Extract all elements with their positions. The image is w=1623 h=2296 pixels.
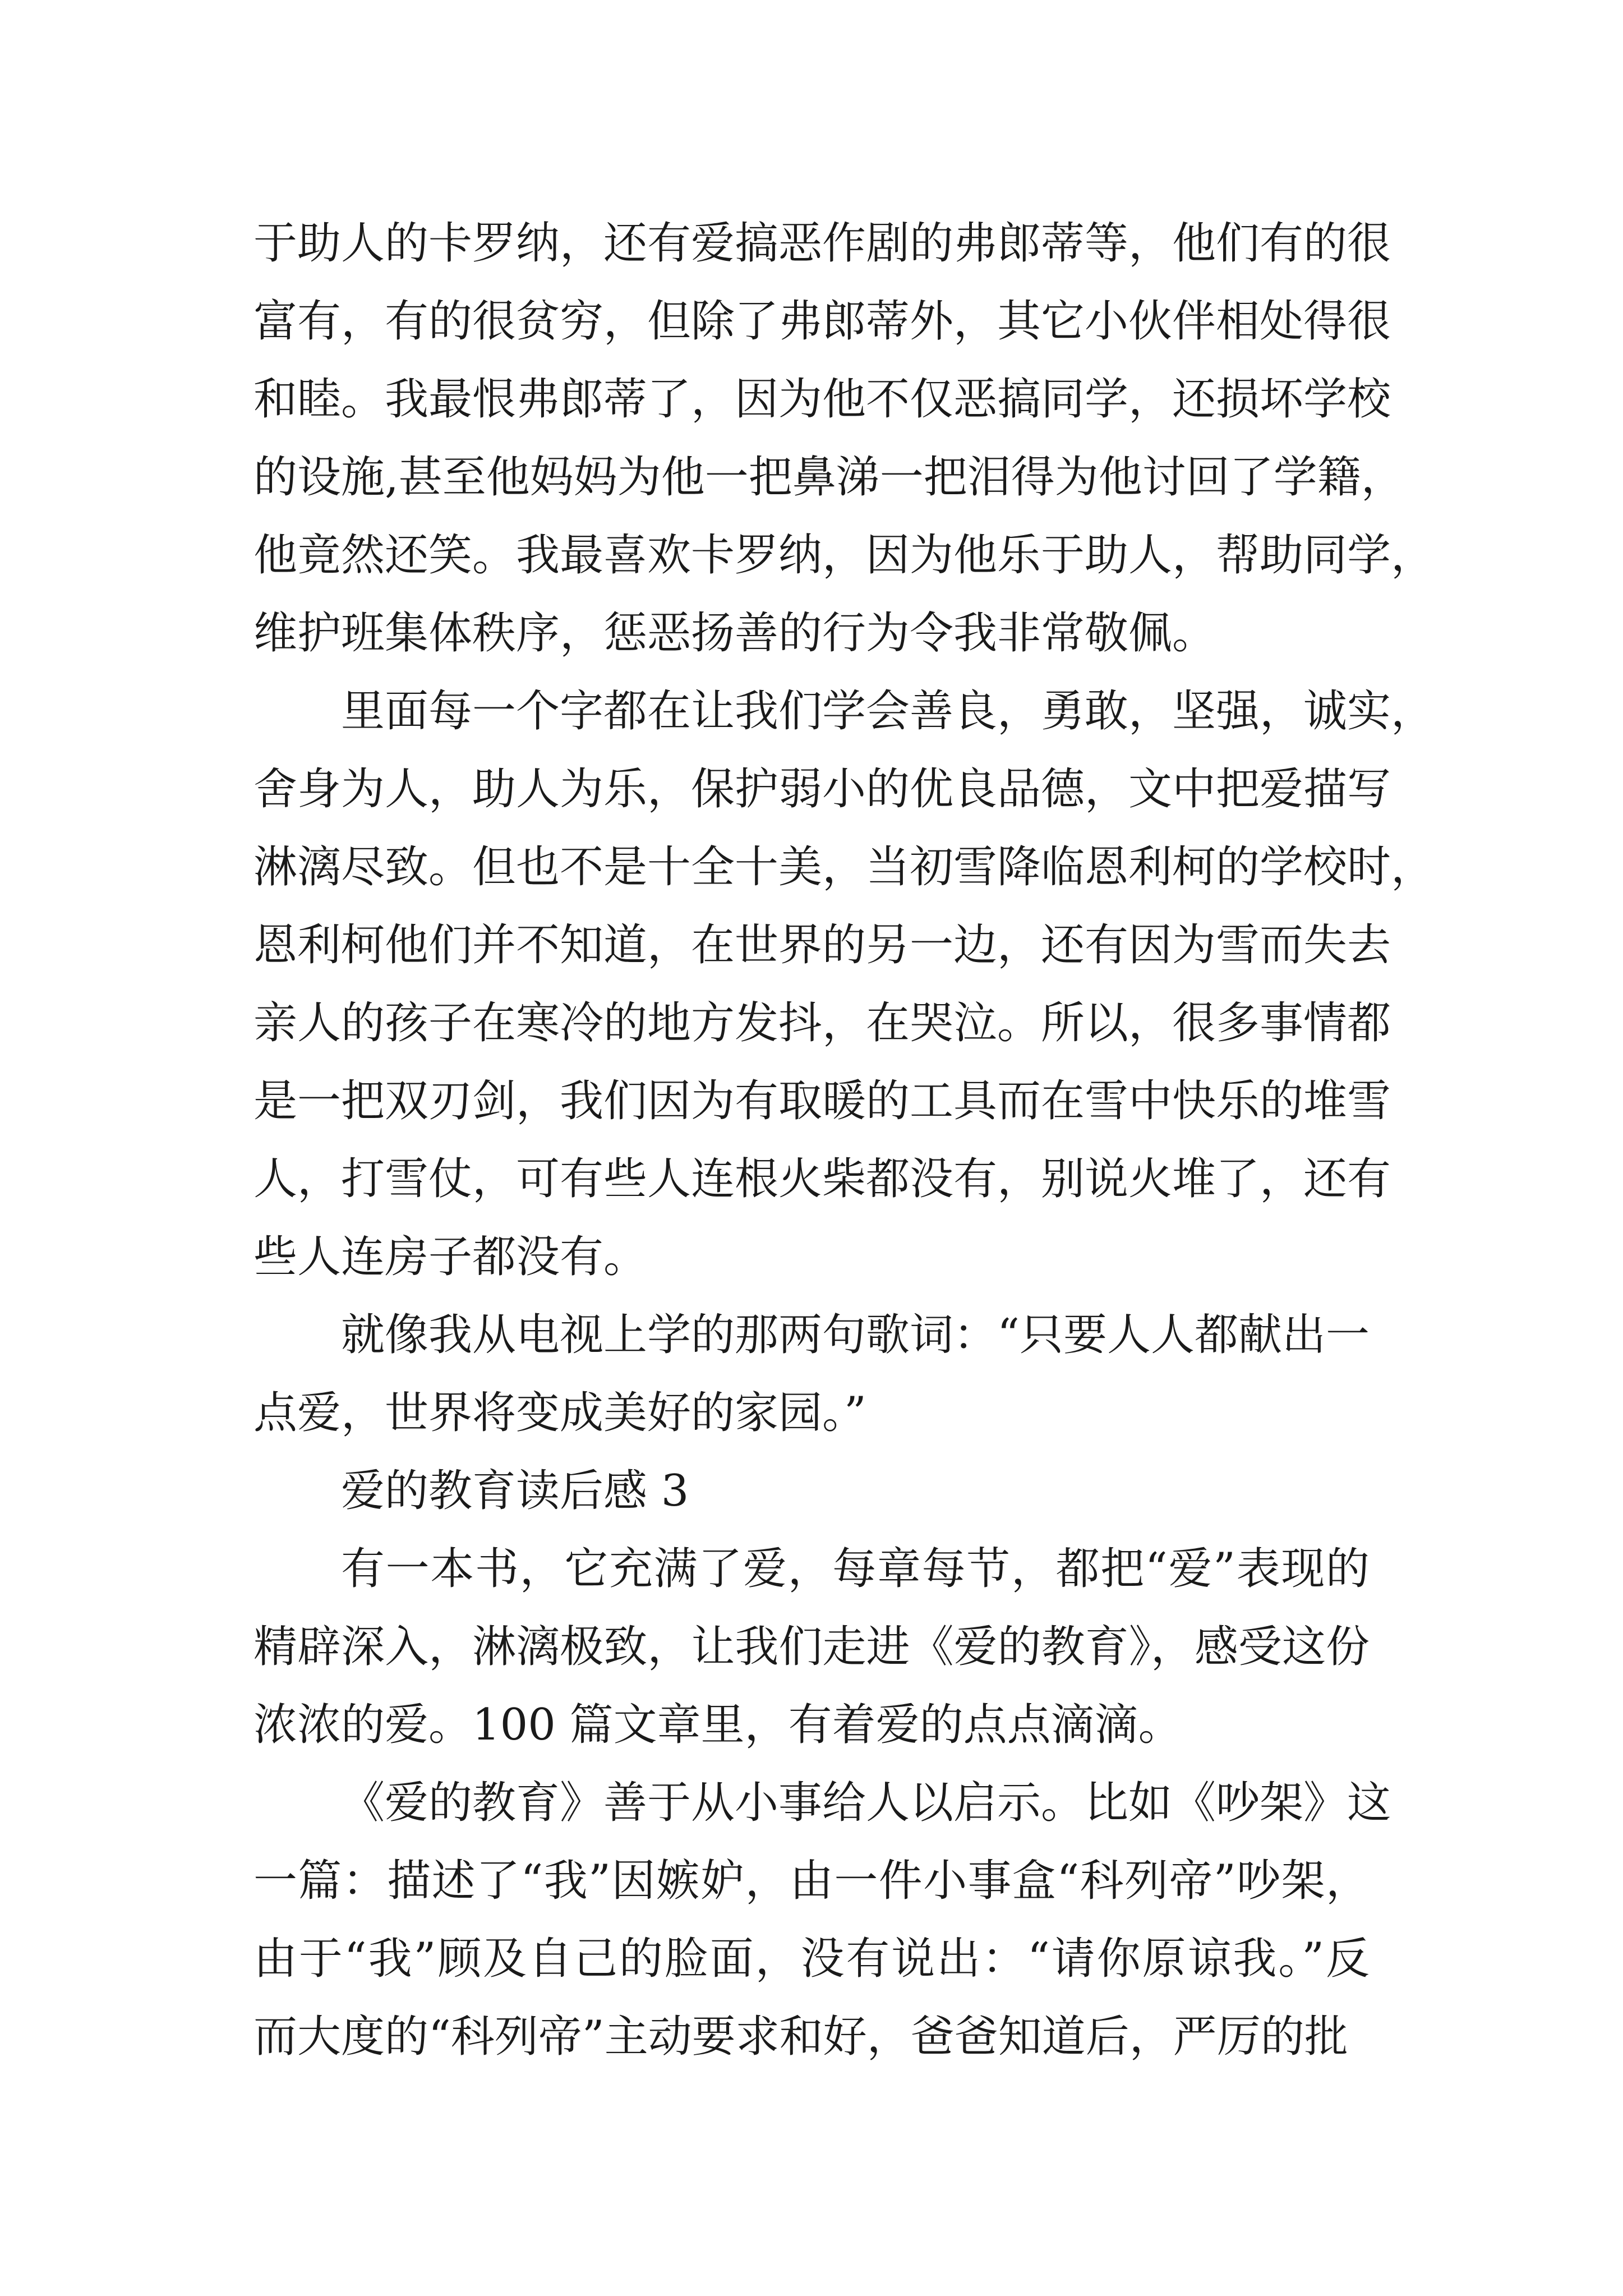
text-line: 恩利柯他们并不知道，在世界的另一边，还有因为雪而失去 [253, 920, 1391, 970]
text-line: 亲人的孩子在寒冷的地方发抖，在哭泣。所以，很多事情都 [253, 998, 1391, 1048]
text-line: 里面每一个字都在让我们学会善良，勇敢，坚强，诚实， [341, 686, 1435, 737]
text-line: 舍身为人，助人为乐，保护弱小的优良品德，文中把爱描写 [253, 764, 1391, 815]
text-line: 有一本书，它充满了爱，每章每节，都把“爱”表现的 [341, 1544, 1370, 1594]
text-line: 和睦。我最恨弗郎蒂了，因为他不仅恶搞同学，还损坏学校 [253, 374, 1391, 425]
text-line: 而大度的“科列帝”主动要求和好，爸爸知道后，严厉的批 [253, 2012, 1348, 2062]
text-line: 浓浓的爱。100 篇文章里，有着爱的点点滴滴。 [253, 1700, 1182, 1750]
text-line: 淋漓尽致。但也不是十全十美，当初雪降临恩利柯的学校时， [253, 842, 1435, 892]
paragraph [253, 1296, 1370, 1452]
document-body [253, 205, 1435, 2076]
text-line: 于助人的卡罗纳，还有爱搞恶作剧的弗郎蒂等，他们有的很 [253, 218, 1391, 269]
text-line: 精辟深入，淋漓极致，让我们走进《爱的教育》，感受这份 [253, 1622, 1370, 1672]
text-line: 是一把双刃剑，我们因为有取暖的工具而在雪中快乐的堆雪 [253, 1076, 1391, 1126]
text-line: 维护班集体秩序，惩恶扬善的行为令我非常敬佩。 [253, 608, 1216, 659]
text-line: 一篇：描述了“我”因嫉妒，由一件小事盒“科列帝”吵架， [253, 1856, 1370, 1906]
paragraph [253, 1452, 1370, 1530]
text-line: 爱的教育读后感 3 [341, 1466, 689, 1516]
paragraph [253, 1764, 1391, 2076]
text-line: 些人连房子都没有。 [253, 1232, 648, 1282]
text-line: 他竟然还笑。我最喜欢卡罗纳，因为他乐于助人，帮助同学， [253, 530, 1435, 581]
text-line: 富有，有的很贫穷，但除了弗郎蒂外，其它小伙伴相处得很 [253, 296, 1391, 347]
paragraph [253, 673, 1435, 1296]
paragraph [253, 1530, 1370, 1764]
text-line: 《爱的教育》善于从小事给人以启示。比如《吵架》这 [341, 1778, 1391, 1828]
text-line: 就像我从电视上学的那两句歌词：“只要人人都献出一 [341, 1310, 1370, 1360]
text-line: 人，打雪仗，可有些人连根火柴都没有，别说火堆了，还有 [253, 1154, 1391, 1204]
text-line: 由于“我”顾及自己的脸面，没有说出：“请你原谅我。”反 [253, 1934, 1370, 1984]
text-line: 的设施,甚至他妈妈为他一把鼻涕一把泪得为他讨回了学籍， [253, 452, 1405, 503]
text-line: 点爱，世界将变成美好的家园。” [253, 1388, 866, 1438]
paragraph [253, 205, 1435, 673]
